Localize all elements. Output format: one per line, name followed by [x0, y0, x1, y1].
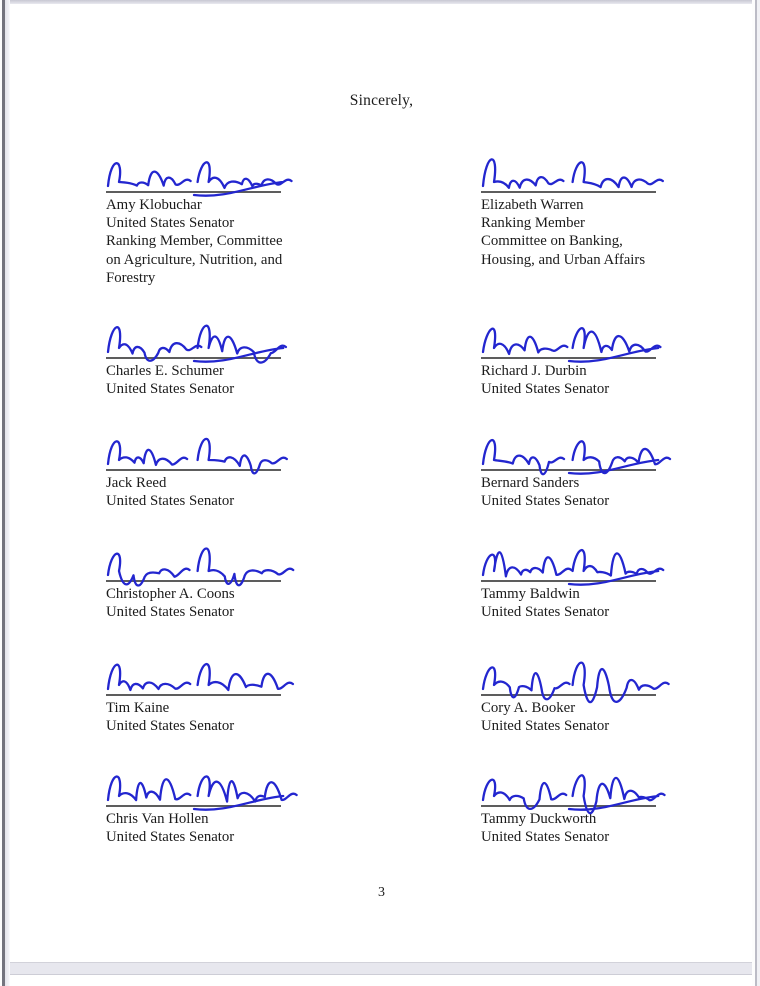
signer-titles: [481, 603, 696, 621]
signer-title: United States Senator: [106, 381, 235, 398]
signer-name: Jack Reed: [106, 475, 167, 491]
signature-block-christopher-a-coons: [106, 580, 321, 621]
signer-titles: [106, 603, 321, 621]
signature-block-richard-j-durbin: [481, 357, 696, 398]
signer-titles: [481, 492, 696, 510]
signer-title: Housing, and Urban Affairs: [481, 251, 646, 268]
signature-area: [10, 4, 753, 986]
signature-rule: [481, 805, 656, 807]
signature-rule: [481, 469, 656, 471]
signer-name: Charles E. Schumer: [106, 363, 224, 379]
signature-block-tim-kaine: [106, 694, 321, 735]
signature-block-jack-reed: [106, 469, 321, 510]
signature-rule: [106, 805, 281, 807]
signer-name: Bernard Sanders: [481, 475, 580, 491]
signature-rule: [481, 694, 656, 696]
signer-titles: [106, 717, 321, 735]
signer-titles: [106, 828, 321, 846]
signer-name: Tim Kaine: [106, 700, 170, 716]
signature-rule: [481, 357, 656, 359]
signature-block-charles-e-schumer: [106, 357, 321, 398]
page-number: 3: [378, 885, 385, 900]
signer-name: Elizabeth Warren: [481, 197, 584, 213]
signature-block-tammy-baldwin: [481, 580, 696, 621]
signature-block-tammy-duckworth: [481, 805, 696, 846]
signer-title: United States Senator: [481, 718, 610, 735]
signer-title: United States Senator: [106, 829, 235, 846]
signer-name: Tammy Baldwin: [481, 586, 580, 602]
signer-name: Chris Van Hollen: [106, 811, 209, 827]
signature-rule: [481, 580, 656, 582]
signature-block-cory-a-booker: [481, 694, 696, 735]
signer-titles: [481, 214, 696, 269]
closing-text: Sincerely,: [349, 92, 414, 109]
signer-title: United States Senator: [481, 381, 610, 398]
signature-rule: [106, 469, 281, 471]
signer-title: Ranking Member, Committee: [106, 233, 283, 250]
signature-rule: [106, 580, 281, 582]
signer-name: Cory A. Booker: [481, 700, 576, 716]
signer-titles: [106, 380, 321, 398]
signature-block-chris-van-hollen: [106, 805, 321, 846]
page-edge-left: [0, 0, 10, 986]
signer-titles: [106, 214, 321, 287]
signer-name: Richard J. Durbin: [481, 363, 587, 379]
signature-block-elizabeth-warren: [481, 191, 696, 269]
signature-block-bernard-sanders: [481, 469, 696, 510]
page-edge-right: [752, 0, 760, 986]
signature-rule: [106, 694, 281, 696]
page-gap-bottom: [2, 962, 760, 975]
page-gap-top: [0, 0, 760, 4]
signer-title: Committee on Banking,: [481, 233, 623, 250]
letter-page: [10, 4, 753, 986]
signer-titles: [481, 717, 696, 735]
signer-title: United States Senator: [481, 829, 610, 846]
signer-title: Ranking Member: [481, 215, 585, 232]
signature-rule: [106, 191, 281, 193]
signer-title: United States Senator: [481, 604, 610, 621]
signature-rule: [481, 191, 656, 193]
signer-titles: [481, 828, 696, 846]
signer-name: Christopher A. Coons: [106, 586, 235, 602]
signer-name: Tammy Duckworth: [481, 811, 597, 827]
signer-title: United States Senator: [106, 718, 235, 735]
signer-title: United States Senator: [481, 493, 610, 510]
signer-title: on Agriculture, Nutrition, and: [106, 251, 283, 268]
signer-name: Amy Klobuchar: [106, 197, 202, 213]
signer-title: Forestry: [106, 269, 156, 286]
signer-title: United States Senator: [106, 493, 235, 510]
signature-rule: [106, 357, 281, 359]
signer-title: United States Senator: [106, 215, 235, 232]
signer-title: United States Senator: [106, 604, 235, 621]
signature-block-amy-klobuchar: [106, 191, 321, 287]
signer-titles: [106, 492, 321, 510]
signer-titles: [481, 380, 696, 398]
